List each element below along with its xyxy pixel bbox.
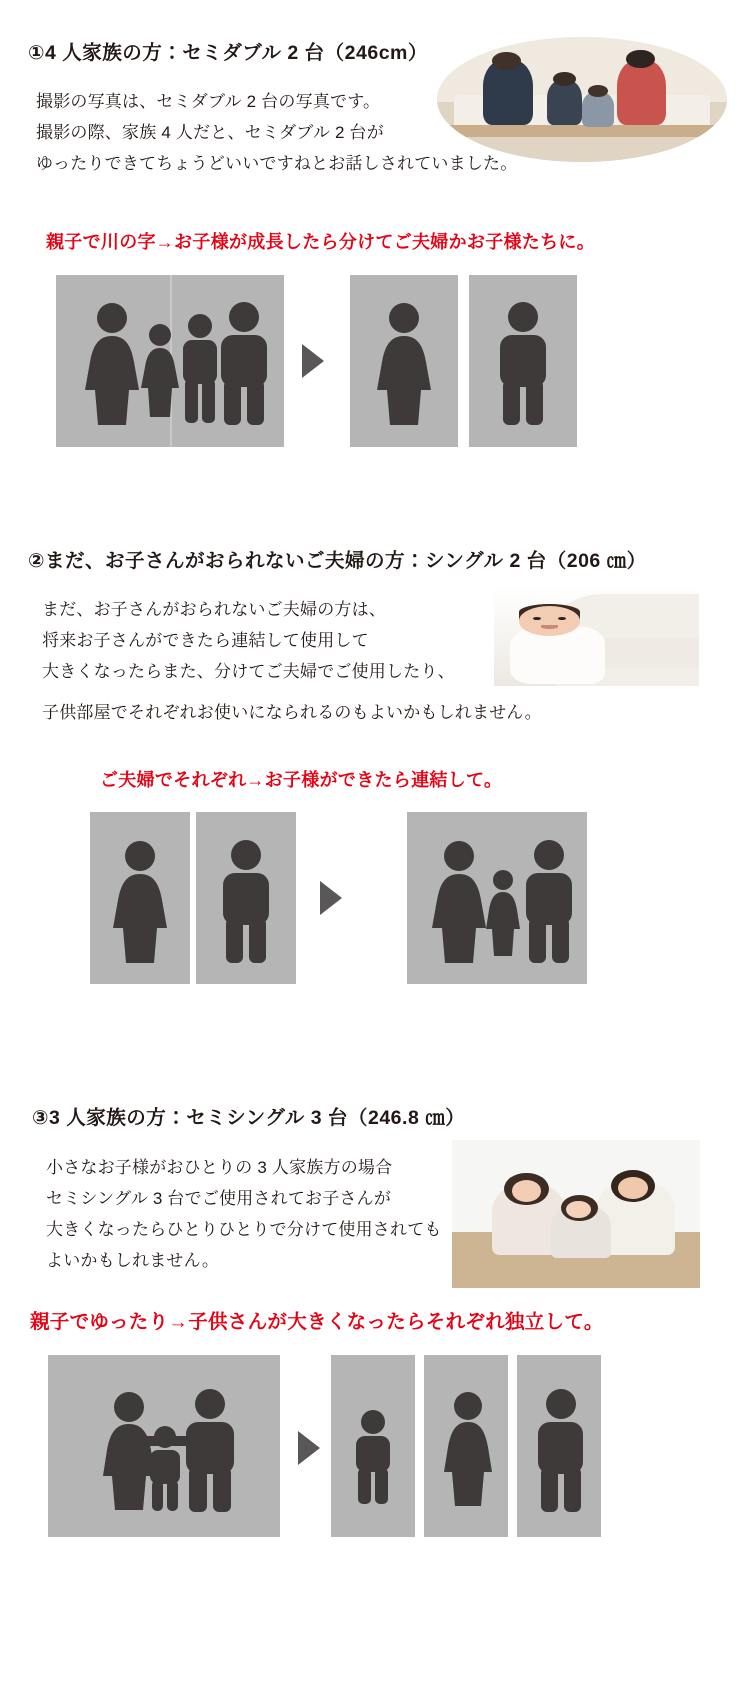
figure-boy-icon xyxy=(351,1410,395,1504)
section-1-transform-arrow-icon xyxy=(302,344,324,378)
figure-man-icon xyxy=(521,838,577,963)
figure-man-icon xyxy=(495,300,551,425)
figure-man-icon xyxy=(534,1388,588,1512)
section-2-paragraph-line-4: 子供部屋でそれぞれお使いになられるのもよいかもしれません。 xyxy=(42,703,542,722)
family-of-three-lying-photo xyxy=(452,1140,700,1288)
figure-woman-icon xyxy=(429,838,489,963)
section-3-paragraph-line-3: 大きくなったらひとりひとりで分けて使用されても xyxy=(46,1220,442,1239)
section-3-holding-hands-link xyxy=(128,1436,206,1446)
section-2-red-caption: ご夫婦でそれぞれ→お子様ができたら連結して。 xyxy=(100,770,503,790)
section-3-heading: ③3 人家族の方：セミシングル 3 台（246.8 ㎝） xyxy=(32,1107,466,1129)
figure-man-icon xyxy=(181,1388,239,1512)
figure-woman-icon xyxy=(374,300,434,425)
figure-woman-icon xyxy=(110,838,170,963)
figure-man-icon xyxy=(216,300,272,425)
section-2-paragraph-line-3: 大きくなったらまた、分けてご夫婦でご使用したり、 xyxy=(42,662,455,681)
figure-woman-icon xyxy=(442,1390,494,1508)
section-1-paragraph-line-2: 撮影の際、家族 4 人だと、セミダブル 2 台が xyxy=(36,123,384,142)
figure-girl-icon xyxy=(484,868,522,963)
section-3-paragraph-line-2: セミシングル 3 台でご使用されてお子さんが xyxy=(46,1189,392,1208)
section-2-heading: ②まだ、お子さんがおられないご夫婦の方：シングル 2 台（206 ㎝） xyxy=(28,550,647,572)
figure-girl-icon xyxy=(139,322,181,425)
figure-man-icon xyxy=(218,838,274,963)
section-2-paragraph-line-2: 将来お子さんができたら連結して使用して xyxy=(42,631,369,650)
section-1-paragraph-line-3: ゆったりできてちょうどいいですねとお話しされていました。 xyxy=(36,154,518,173)
section-3-paragraph-line-4: よいかもしれません。 xyxy=(46,1251,220,1270)
section-2-paragraph-line-1: まだ、お子さんがおられないご夫婦の方は、 xyxy=(42,600,386,619)
section-1-heading: ①4 人家族の方：セミダブル 2 台（246cm） xyxy=(28,42,428,64)
section-2-transform-arrow-icon xyxy=(320,881,342,915)
section-1-paragraph-line-1: 撮影の写真は、セミダブル 2 台の写真です。 xyxy=(36,92,381,111)
section-3-transform-arrow-icon xyxy=(298,1431,320,1465)
figure-woman-icon xyxy=(82,300,142,425)
section-3-red-caption: 親子でゆったり→子供さんが大きくなったらそれぞれ独立して。 xyxy=(30,1311,604,1333)
section-1-red-caption: 親子で川の字→お子様が成長したら分けてご夫婦かお子様たちに。 xyxy=(46,232,595,252)
section-3-paragraph-line-1: 小さなお子様がおひとりの 3 人家族方の場合 xyxy=(46,1158,393,1177)
